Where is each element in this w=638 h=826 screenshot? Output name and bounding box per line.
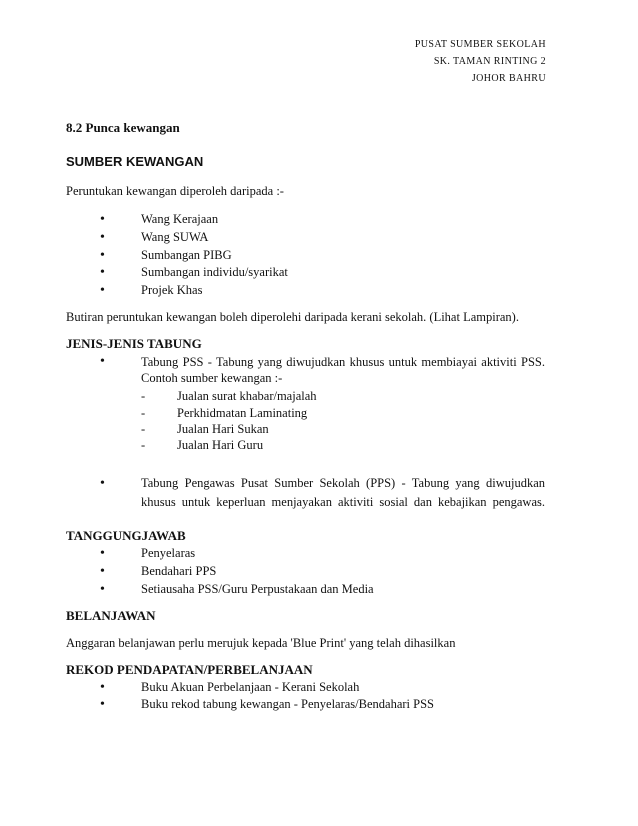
tanggungjawab-title: TANGGUNGJAWAB xyxy=(66,528,186,543)
bullet-icon: • xyxy=(100,697,105,712)
bullet-icon: • xyxy=(100,680,105,695)
bullet-icon: • xyxy=(100,283,105,298)
jenis-item2-line2: khusus untuk keperluan menjayakan aktiviti sosial dan kebajikan pengawas. xyxy=(141,495,545,509)
bullet-icon: • xyxy=(100,265,105,280)
header-line-2: SK. TAMAN RINTING 2 xyxy=(433,56,546,67)
sumber-item: Sumbangan PIBG xyxy=(141,248,232,262)
tanggungjawab-item: Penyelaras xyxy=(141,546,196,560)
sumber-item: Sumbangan individu/syarikat xyxy=(141,265,288,279)
dash-item: Jualan surat khabar/majalah xyxy=(177,389,317,403)
section-number-title: 8.2 Punca kewangan xyxy=(66,120,180,135)
jenis-item1-line1: Tabung PSS - Tabung yang diwujudkan khusus untuk membiayai aktiviti PSS. xyxy=(141,355,545,369)
bullet-icon: • xyxy=(100,212,105,227)
dash-item: Perkhidmatan Laminating xyxy=(177,406,308,420)
dash-marker: - xyxy=(141,389,146,403)
school-header xyxy=(415,36,546,87)
sumber-title: SUMBER KEWANGAN xyxy=(66,154,204,169)
rekod-item: Buku rekod tabung kewangan - Penyelaras/Bendahari PSS xyxy=(141,697,434,711)
bullet-icon: • xyxy=(100,546,105,561)
rekod-title: REKOD PENDAPATAN/PERBELANJAAN xyxy=(66,662,313,677)
bullet-icon: • xyxy=(100,476,105,491)
bullet-icon: • xyxy=(100,354,105,369)
rekod-item: Buku Akuan Perbelanjaan - Kerani Sekolah xyxy=(141,680,360,694)
sumber-item: Wang Kerajaan xyxy=(141,212,219,226)
dash-item: Jualan Hari Sukan xyxy=(177,422,269,436)
sumber-item: Wang SUWA xyxy=(141,230,209,244)
header-line-1: PUSAT SUMBER SEKOLAH xyxy=(414,39,546,50)
belanjawan-title: BELANJAWAN xyxy=(66,608,156,623)
bullet-icon: • xyxy=(100,582,105,597)
dash-marker: - xyxy=(141,406,146,420)
bullet-icon: • xyxy=(100,230,105,245)
tanggungjawab-item: Setiausaha PSS/Guru Perpustakaan dan Media xyxy=(141,582,374,596)
dash-marker: - xyxy=(141,422,146,436)
belanjawan-text: Anggaran belanjawan perlu merujuk kepada 'Blue Print' yang telah dihasilkan xyxy=(66,636,456,650)
sumber-intro: Peruntukan kewangan diperoleh daripada :- xyxy=(66,184,284,198)
sumber-item: Projek Khas xyxy=(141,283,203,297)
dash-item: Jualan Hari Guru xyxy=(177,438,264,452)
sumber-note: Butiran peruntukan kewangan boleh diperolehi daripada kerani sekolah. (Lihat Lampiran). xyxy=(66,310,519,324)
bullet-icon: • xyxy=(100,564,105,579)
dash-marker: - xyxy=(141,438,146,452)
jenis-item2-line1: Tabung Pengawas Pusat Sumber Sekolah (PPS) - Tabung yang diwujudkan xyxy=(141,476,545,490)
header-line-3: JOHOR BAHRU xyxy=(471,73,546,84)
tanggungjawab-item: Bendahari PPS xyxy=(141,564,217,578)
jenis-title: JENIS-JENIS TABUNG xyxy=(66,336,202,351)
bullet-icon: • xyxy=(100,248,105,263)
jenis-item1-line2: Contoh sumber kewangan :- xyxy=(141,371,283,385)
